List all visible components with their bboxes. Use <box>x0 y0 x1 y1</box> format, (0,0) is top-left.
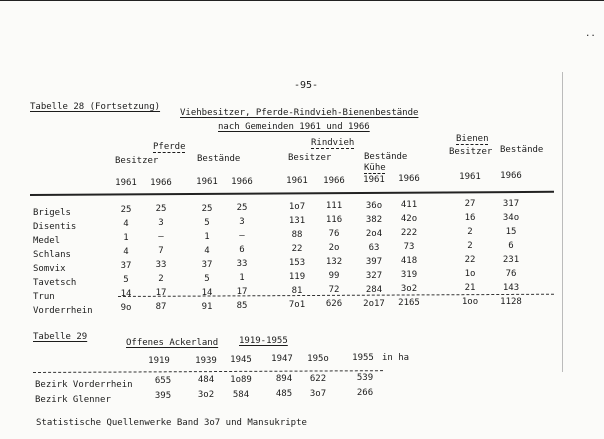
table-cell: 3o2 <box>197 390 215 400</box>
year-cell: 1961 <box>196 177 218 187</box>
row-label: Bezirk Vorderrhein <box>35 380 133 390</box>
subheader-pferde-besitzer: Besitzer <box>115 156 159 166</box>
total-cell: 1128 <box>500 297 522 307</box>
table-cell: 2 <box>158 274 164 284</box>
row-label: Bezirk Glenner <box>35 395 111 405</box>
subheader-rind-besitzer: Besitzer <box>288 153 332 163</box>
table-cell: 3 <box>239 217 245 227</box>
table-cell: 21 <box>464 283 476 293</box>
subheader-bienen-besitzer: Besitzer <box>449 147 493 157</box>
table-cell: 72 <box>328 285 340 295</box>
table-cell: 131 <box>288 216 306 226</box>
table-cell: 584 <box>232 390 250 400</box>
table-cell: 33 <box>155 260 167 270</box>
table-cell: 99 <box>328 271 340 281</box>
table-cell: 22 <box>464 255 476 265</box>
table-cell: 3o2 <box>400 284 418 294</box>
table-cell: 484 <box>197 375 215 385</box>
table-cell: 1o7 <box>288 202 306 212</box>
table-cell: 222 <box>400 228 418 238</box>
total-cell: 9o <box>120 303 132 313</box>
table-cell: 231 <box>502 255 520 265</box>
table28-title: Viehbesitzer, Pferde-Rindvieh-Bienenbestände <box>180 108 419 118</box>
row-label: Medel <box>33 236 61 246</box>
table-cell: – <box>158 232 164 242</box>
table-cell: 6 <box>239 245 245 255</box>
table-cell: 63 <box>368 243 380 253</box>
corner-mark: .. <box>585 29 596 39</box>
year-cell: 1966 <box>323 176 345 186</box>
subheader-bienen-bestaende: Bestände <box>500 145 544 155</box>
table28-label: Tabelle 28 (Fortsetzung) <box>30 102 161 112</box>
top-scan-edge <box>0 0 604 1</box>
table-cell: 153 <box>288 258 306 268</box>
row-label: Somvix <box>33 264 66 274</box>
group-pferde: Pferde <box>153 142 186 152</box>
table-cell: 1o <box>464 269 476 279</box>
table-cell: 81 <box>291 286 303 296</box>
total-cell: 91 <box>201 302 213 312</box>
table-cell: 27 <box>464 199 476 209</box>
table-cell: 143 <box>502 283 520 293</box>
table-cell: 317 <box>502 199 520 209</box>
table-cell: 411 <box>400 200 418 210</box>
table-cell: 6 <box>508 241 514 251</box>
table-cell: 5 <box>123 275 129 285</box>
table-cell: 4 <box>204 246 210 256</box>
table-cell: 25 <box>236 203 248 213</box>
row-label: Tavetsch <box>33 278 77 288</box>
table-cell: 2 <box>467 241 473 251</box>
table-cell: 382 <box>365 215 383 225</box>
year-cell: 1966 <box>231 177 253 187</box>
table-cell: 37 <box>201 260 213 270</box>
subheader-kuehe: Kühe <box>364 163 386 173</box>
subheader-rind-bestaende: Bestände <box>364 152 408 162</box>
total-cell: 87 <box>155 302 167 312</box>
row-label: Schlans <box>33 250 71 260</box>
table-cell: 5 <box>204 274 210 284</box>
table-cell: 1o89 <box>230 375 252 385</box>
table-cell: 42o <box>400 214 418 224</box>
year-cell: 1961 <box>459 172 481 182</box>
table-cell: 36o <box>365 201 383 211</box>
table-cell: 22 <box>291 244 303 254</box>
table-cell: 4 <box>123 247 129 257</box>
page-number: -95- <box>294 80 319 91</box>
right-margin-line <box>562 72 563 372</box>
table-cell: 622 <box>309 374 327 384</box>
table-cell: 17 <box>155 288 167 298</box>
table-cell: 25 <box>120 205 132 215</box>
row-label: Disentis <box>33 222 77 232</box>
table28-subtitle: nach Gemeinden 1961 und 1966 <box>218 122 370 132</box>
total-cell: 2o17 <box>363 299 385 309</box>
row-label: Trun <box>33 292 55 302</box>
table-cell: 397 <box>365 257 383 267</box>
total-row-label: Vorderrhein <box>33 306 93 316</box>
table-cell: 119 <box>288 272 306 282</box>
table29-header-rule <box>33 370 383 373</box>
table-cell: 266 <box>356 388 374 398</box>
table-cell: 73 <box>403 242 415 252</box>
total-cell: 2165 <box>398 298 420 308</box>
table29-unit: in ha <box>382 353 410 363</box>
table-cell: 14 <box>120 289 132 299</box>
year-cell: 1961 <box>115 178 137 188</box>
subheader-pferde-bestaende: Bestände <box>197 154 241 164</box>
table-cell: 2o4 <box>365 229 383 239</box>
table-cell: 132 <box>325 257 343 267</box>
year-cell: 1947 <box>271 354 293 364</box>
table-cell: 15 <box>505 227 517 237</box>
source-note: Statistische Quellenwerke Band 3o7 und Mansukripte <box>36 418 307 428</box>
table-cell: 319 <box>400 270 418 280</box>
group-rindvieh: Rindvieh <box>311 138 355 148</box>
table-cell: 894 <box>275 374 293 384</box>
row-label: Brigels <box>33 208 71 218</box>
table-cell: 539 <box>356 373 374 383</box>
table-cell: 1 <box>204 232 210 242</box>
table-cell: 76 <box>328 229 340 239</box>
year-cell: 1966 <box>500 171 522 181</box>
table28-total-rule <box>118 294 554 297</box>
year-cell: 1945 <box>230 355 252 365</box>
table-cell: 4 <box>123 219 129 229</box>
group-bienen: Bienen <box>456 134 489 144</box>
table-cell: 17 <box>236 287 248 297</box>
year-cell: 1961 <box>286 176 308 186</box>
table-cell: 655 <box>154 376 172 386</box>
total-cell: 85 <box>236 301 248 311</box>
table-cell: – <box>239 231 245 241</box>
table-cell: 88 <box>291 230 303 240</box>
year-cell: 1955 <box>352 353 374 363</box>
table-cell: 25 <box>201 204 213 214</box>
table-cell: 485 <box>275 389 293 399</box>
table-cell: 37 <box>120 261 132 271</box>
total-cell: 7o1 <box>288 300 306 310</box>
year-cell: 1966 <box>398 174 420 184</box>
table-cell: 1 <box>239 273 245 283</box>
table-cell: 5 <box>204 218 210 228</box>
table-cell: 395 <box>154 391 172 401</box>
table29-label: Tabelle 29 <box>33 332 88 342</box>
table28-header-rule <box>30 191 554 196</box>
year-cell: 1966 <box>150 178 172 188</box>
year-cell: 1919 <box>148 356 170 366</box>
year-cell: 195o <box>307 354 329 364</box>
table-cell: 3 <box>158 218 164 228</box>
table-cell: 418 <box>400 256 418 266</box>
table-cell: 116 <box>325 215 343 225</box>
total-cell: 626 <box>325 299 343 309</box>
table-cell: 14 <box>201 288 213 298</box>
table-cell: 284 <box>365 285 383 295</box>
table29-period: 1919-1955 <box>239 336 288 346</box>
table-cell: 76 <box>505 269 517 279</box>
table-cell: 34o <box>502 213 520 223</box>
year-cell: 1939 <box>195 356 217 366</box>
table-cell: 3o7 <box>309 389 327 399</box>
table-cell: 2o <box>328 243 340 253</box>
table-cell: 16 <box>464 213 476 223</box>
table-cell: 111 <box>325 201 343 211</box>
table-cell: 7 <box>158 246 164 256</box>
year-cell: 1961 <box>363 175 385 185</box>
table-cell: 25 <box>155 204 167 214</box>
table-cell: 2 <box>467 227 473 237</box>
table-cell: 1 <box>123 233 129 243</box>
table29-title: Offenes Ackerland <box>126 338 219 348</box>
table-cell: 327 <box>365 271 383 281</box>
total-cell: 1oo <box>461 297 479 307</box>
table-cell: 33 <box>236 259 248 269</box>
